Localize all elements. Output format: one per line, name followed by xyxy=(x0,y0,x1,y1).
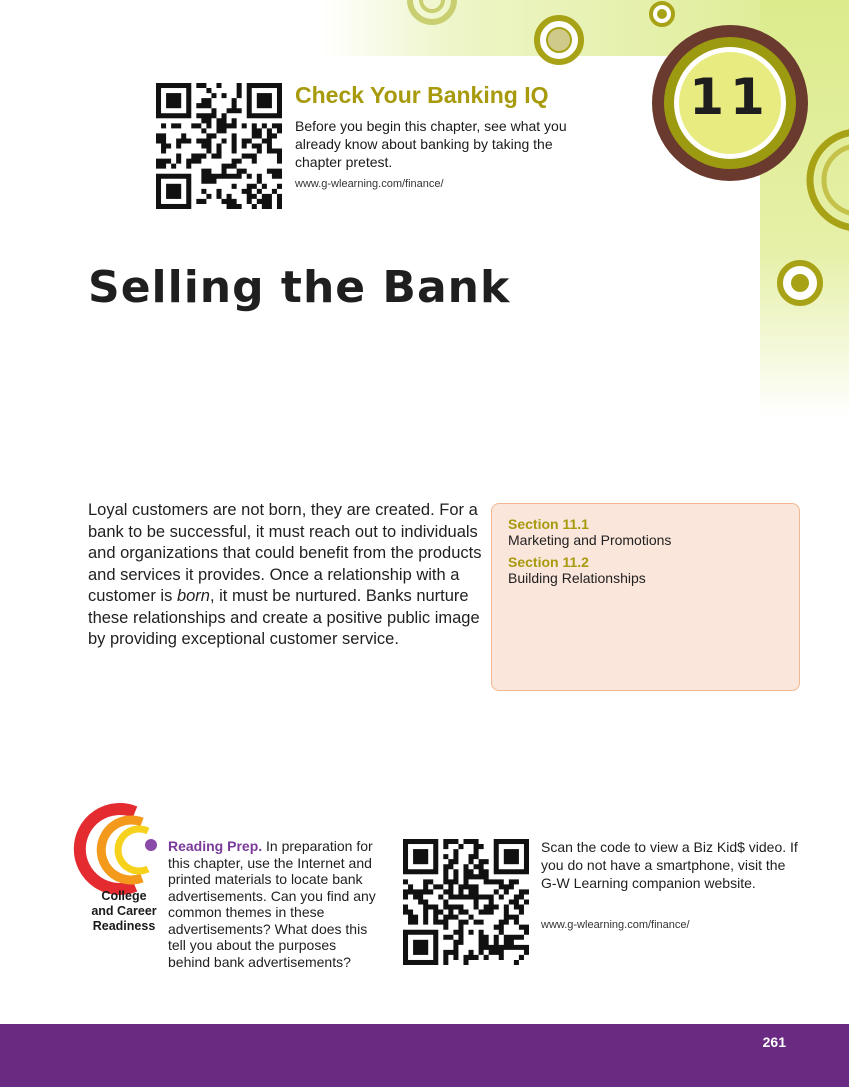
ring-right-icon xyxy=(810,132,849,228)
video-url[interactable]: www.g-wlearning.com/finance/ xyxy=(541,919,690,931)
reading-prep-text: In preparation for this chapter, use the Internet and printed materials to locate bank advertisements. Can you find any common themes in these advertisements? What does this tell you about the purposes behind bank advertisements? xyxy=(168,838,376,970)
section-heading: Section 11.1 xyxy=(508,516,589,532)
section-name: Building Relationships xyxy=(508,570,646,586)
ccr-label-line: and Career xyxy=(91,904,157,918)
reading-prep-label: Reading Prep. xyxy=(168,838,263,854)
banking-iq-title: Check Your Banking IQ xyxy=(295,82,549,108)
ring-top-left-icon xyxy=(410,0,454,22)
college-career-readiness-logo xyxy=(80,809,157,889)
qr-code-pretest-icon[interactable] xyxy=(156,83,282,209)
intro-italic-word: born xyxy=(176,587,210,605)
section-item[interactable] xyxy=(508,554,783,586)
banking-iq-url[interactable]: www.g-wlearning.com/finance/ xyxy=(295,178,444,190)
ring-right-dot-icon xyxy=(780,263,820,303)
chapter-number: 11 xyxy=(689,68,771,126)
banking-iq-text: Before you begin this chapter, see what you already know about banking by taking the chapter pretest. xyxy=(295,118,567,170)
page-number: 261 xyxy=(762,1034,786,1050)
ccr-label-line: Readiness xyxy=(92,919,156,933)
footer-bar xyxy=(0,1024,849,1087)
ccr-label xyxy=(84,889,164,934)
chapter-title: Selling the Bank xyxy=(88,262,511,313)
ring-small-icon xyxy=(651,3,673,25)
intro-text-part2: , it must be nurtured. Banks nurture these relationships and create a positive public image by providing exceptional customer service. xyxy=(88,587,480,648)
section-heading: Section 11.2 xyxy=(508,554,589,570)
sections-box xyxy=(491,503,800,691)
qr-code-video-icon[interactable] xyxy=(403,839,529,965)
intro-text-part1: Loyal customers are not born, they are created. For a bank to be successful, it must reach out to individuals and organizations that could benefit from the products and services it provides. Once a relationship with a customer is xyxy=(88,501,482,605)
section-name: Marketing and Promotions xyxy=(508,532,672,548)
section-item[interactable] xyxy=(508,516,783,548)
ring-dot-icon xyxy=(537,18,581,62)
chapter-intro xyxy=(88,500,488,651)
ccr-label-line: College xyxy=(101,889,147,903)
video-text: Scan the code to view a Biz Kid$ video. If you do not have a smartphone, visit the G-W Learning companion website. xyxy=(541,839,798,891)
reading-prep xyxy=(168,838,378,970)
